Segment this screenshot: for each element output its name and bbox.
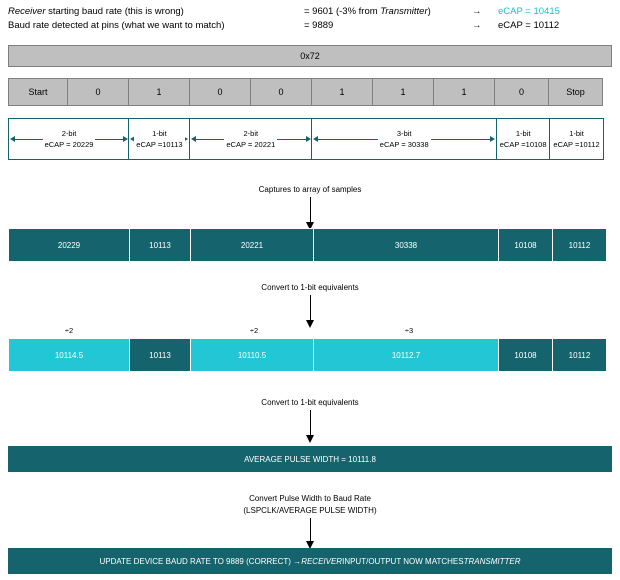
normalized-cell-value: 10112	[568, 350, 591, 360]
final-result-transmitter: TRANSMITTER	[463, 556, 521, 566]
pulse-ecap-value: eCAP = 20221	[226, 140, 276, 149]
bit-cell-label: 0	[217, 87, 223, 97]
bit-cell	[128, 78, 190, 106]
sample-cell	[552, 228, 607, 262]
header-desc-receiver-rest: starting baud rate (this is wrong)	[45, 6, 184, 17]
byte-value-bar: 0x72	[8, 45, 612, 67]
normalized-cell	[313, 338, 499, 372]
step-captures-label: Captures to array of samples	[258, 185, 362, 194]
sample-cell-value: 30338	[394, 240, 418, 250]
step-convert-3	[0, 494, 620, 542]
sample-cell-value: 10108	[514, 240, 537, 250]
normalized-samples-row	[8, 338, 612, 372]
pulse-measure-text	[378, 128, 431, 150]
bit-cell	[8, 78, 68, 106]
ratio-label	[502, 323, 557, 335]
header-equals-detected: = 9889	[304, 20, 334, 31]
step-convert-3-label-line1: Convert Pulse Width to Baud Rate	[249, 494, 371, 503]
pulse-measure	[496, 118, 551, 160]
bit-cell	[433, 78, 495, 106]
sample-cell	[8, 228, 130, 262]
pulse-measure-text	[498, 128, 549, 150]
step-captures	[0, 185, 620, 223]
header-ecap-detected: eCAP = 10112	[498, 20, 560, 31]
normalized-cell	[190, 338, 314, 372]
ratio-label: ÷2	[249, 326, 259, 335]
normalized-cell-value: 10113	[149, 350, 171, 360]
header-row-receiver	[8, 5, 612, 19]
pulse-bit-count: 2-bit	[243, 129, 259, 138]
pulse-ecap-value: eCAP = 30338	[379, 140, 429, 149]
final-result-bar	[8, 548, 612, 574]
header-block	[8, 5, 612, 33]
sample-cell	[190, 228, 314, 262]
bit-cell	[494, 78, 549, 106]
pulse-bit-count: 1-bit	[152, 129, 167, 138]
normalized-cell	[8, 338, 130, 372]
pulse-measure	[128, 118, 190, 160]
bit-cells-row	[8, 78, 612, 106]
arrow-down-icon-1	[310, 197, 311, 223]
header-equals-receiver-pre: = 9601 (-3% from	[304, 6, 381, 17]
ratio-label	[557, 323, 612, 335]
bit-cell	[189, 78, 251, 106]
header-equals-receiver-italic: Transmitter	[380, 6, 428, 17]
pulse-measure-text	[224, 128, 277, 150]
sample-cell	[313, 228, 499, 262]
bit-cell-label: 0	[95, 87, 101, 97]
bit-cell-label: 1	[461, 87, 467, 97]
pulse-ecap-value: eCAP =10112	[553, 140, 600, 149]
arrow-down-icon-3	[310, 410, 311, 436]
ratio-label	[130, 323, 192, 335]
final-result-mid: INPUT/OUTPUT NOW MATCHES	[342, 556, 464, 566]
bit-cell-label: 1	[156, 87, 162, 97]
sample-cell-value: 20221	[240, 240, 264, 250]
pulse-measure-text	[43, 128, 96, 150]
pulse-measure	[311, 118, 497, 160]
bit-cell-label: 0	[278, 87, 284, 97]
normalized-cell	[498, 338, 553, 372]
header-desc-receiver	[8, 5, 304, 19]
bit-cell-label: 1	[339, 87, 345, 97]
pulse-ecap-value: eCAP = 20229	[44, 140, 94, 149]
pulse-measure	[549, 118, 604, 160]
pulse-bit-count: 3-bit	[396, 129, 412, 138]
normalized-cell-value: 10110.5	[237, 350, 267, 360]
normalized-cell-value: 10108	[514, 350, 537, 360]
bit-cell	[311, 78, 373, 106]
bit-cell-label: 1	[400, 87, 406, 97]
bit-cell	[548, 78, 603, 106]
bit-cell-label: Stop	[566, 87, 585, 97]
bit-cell	[67, 78, 129, 106]
average-pulse-width-bar: AVERAGE PULSE WIDTH = 10111.8	[8, 446, 612, 472]
header-equals-receiver-post: )	[427, 6, 431, 17]
step-convert-1-label: Convert to 1-bit equivalents	[261, 283, 359, 292]
pulse-bit-count: 2-bit	[61, 129, 77, 138]
step-convert-1	[0, 283, 620, 321]
step-convert-2	[0, 398, 620, 436]
bit-cell-label: Start	[28, 87, 48, 97]
pulse-bit-count: 1-bit	[569, 129, 584, 138]
sample-cell	[498, 228, 553, 262]
final-result-receiver: RECEIVER	[301, 556, 343, 566]
arrow-down-icon-4	[310, 518, 311, 542]
sample-cell	[129, 228, 191, 262]
pulse-measure-text	[134, 128, 184, 150]
normalized-cell-value: 10112.7	[391, 350, 421, 360]
bit-cell-label: 0	[518, 87, 524, 97]
bit-cell	[250, 78, 312, 106]
normalized-cell-value: 10114.5	[54, 350, 84, 360]
header-desc-receiver-italic: Receiver	[8, 6, 46, 17]
final-result-pre: UPDATE DEVICE BAUD RATE TO 9889 (CORRECT) →	[99, 556, 302, 566]
ratio-label: ÷3	[404, 326, 414, 335]
header-desc-detected: Baud rate detected at pins (what we want to match)	[8, 20, 225, 31]
pulse-measurement-row	[8, 118, 612, 160]
header-equals-receiver	[304, 5, 472, 19]
sample-cell-value: 10112	[568, 240, 591, 250]
step-convert-3-label-line2: (LSPCLK/AVERAGE PULSE WIDTH)	[243, 506, 377, 515]
normalized-cell	[552, 338, 607, 372]
pulse-measure-text	[551, 128, 601, 150]
ratio-labels-row	[8, 323, 612, 335]
header-arrow-icon-1: →	[472, 6, 482, 17]
header-arrow-icon-2: →	[472, 20, 482, 31]
ratio-label: ÷2	[64, 326, 74, 335]
sample-cell-value: 20229	[57, 240, 81, 250]
header-row-detected	[8, 19, 612, 33]
pulse-bit-count: 1-bit	[515, 129, 531, 138]
bit-cell	[372, 78, 434, 106]
pulse-ecap-value: eCAP =10113	[136, 140, 183, 149]
pulse-measure	[189, 118, 313, 160]
arrow-down-icon-2	[310, 295, 311, 321]
pulse-measure	[8, 118, 130, 160]
sample-cell-value: 10113	[149, 240, 171, 250]
samples-array-row	[8, 228, 612, 262]
step-convert-2-label: Convert to 1-bit equivalents	[261, 398, 359, 407]
header-ecap-receiver: eCAP = 10415	[498, 6, 560, 17]
normalized-cell	[129, 338, 191, 372]
pulse-ecap-value: eCAP =10108	[499, 140, 547, 149]
